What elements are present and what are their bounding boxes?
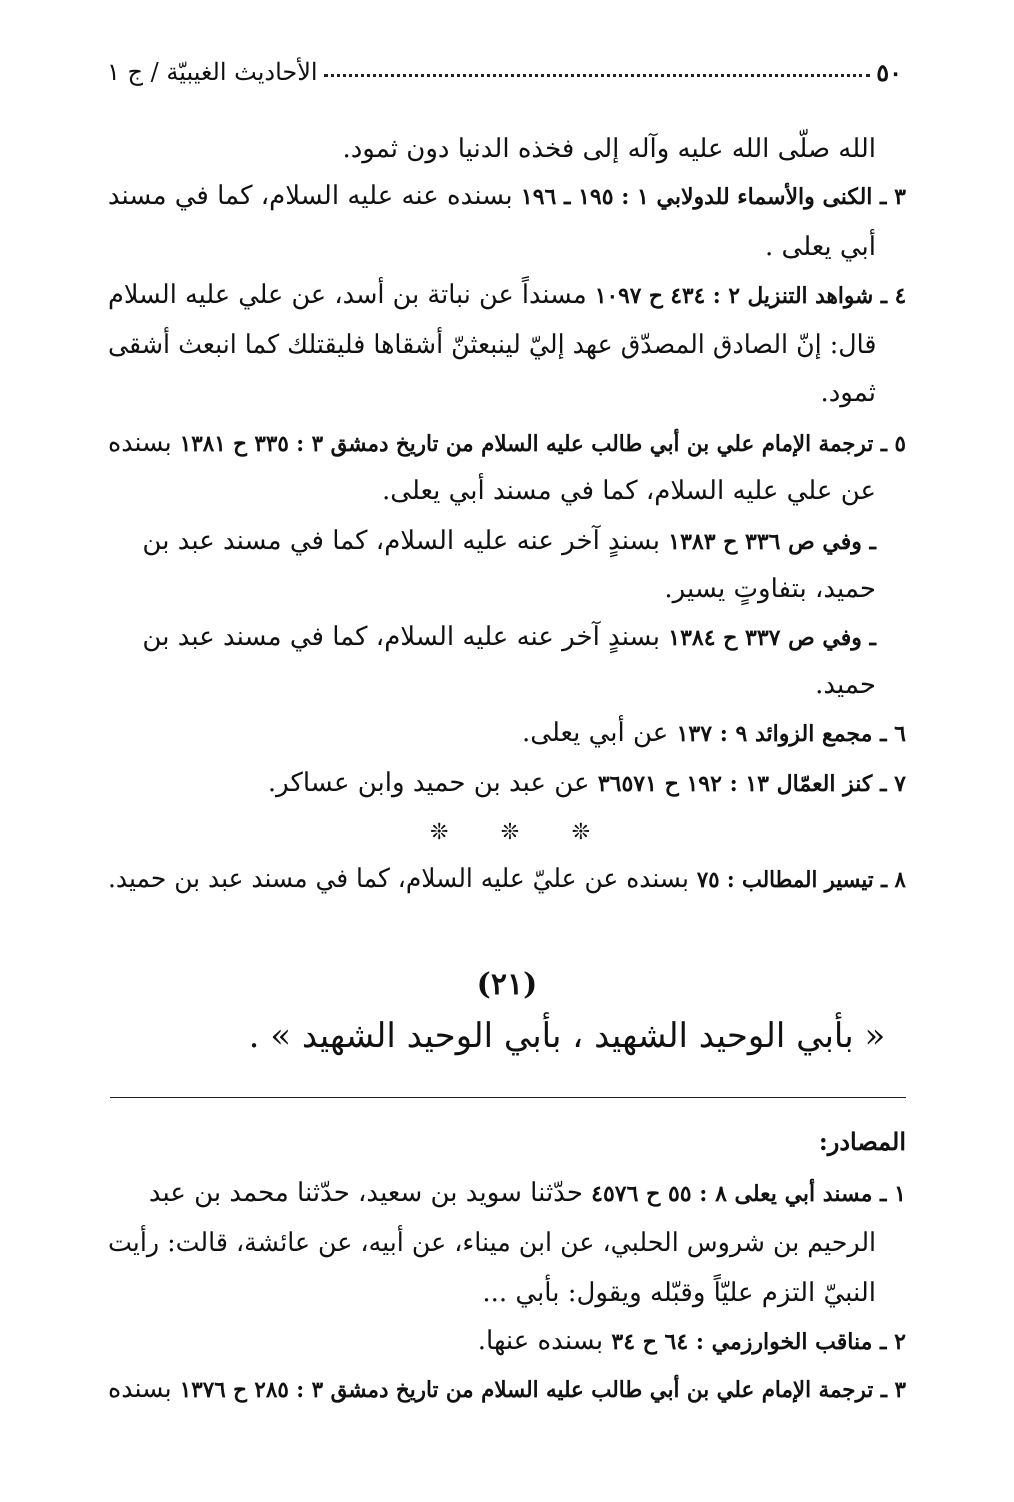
- source-item-4: [108, 282, 906, 308]
- text-line: ثمود.: [820, 378, 876, 408]
- source-text: بسنده: [108, 1374, 180, 1404]
- source-text: بسنده عن عليّ عليه السلام، كما في مسند عبد بن حميد.: [108, 864, 698, 894]
- section-title: « بأبي الوحيد الشهيد ، بأبي الوحيد الشهيد » .: [248, 1016, 886, 1056]
- page-number: ٥٠: [876, 57, 902, 87]
- star-ornament-icon: ❊: [571, 820, 590, 845]
- source-item-8: [108, 866, 906, 892]
- source-citation: ٥ ـ ترجمة الإمام علي بن أبي طالب عليه السلام من تاريخ دمشق ٣ : ٣٣٥ ح ١٣٨١: [179, 431, 906, 457]
- source-text: بسنده عنه عليه السلام، كما في مسند: [107, 181, 521, 211]
- text-line: حميد.: [815, 670, 876, 700]
- source-citation: ٦ ـ مجمع الزوائد ٩ : ١٣٧: [676, 721, 906, 747]
- source-item-3: [108, 183, 906, 209]
- text-line: النبيّ التزم عليّاً وقبّله ويقول: بأبي ...: [482, 1278, 876, 1308]
- source-citation: ٣ ـ الكنى والأسماء للدولابي ١ : ١٩٥ ـ ١٩٦: [520, 184, 906, 210]
- source-item-7: [268, 770, 906, 796]
- source-text: بسندٍ آخر عنه عليه السلام، كما في مسند عبد بن: [142, 622, 669, 652]
- source-citation: ٢ ـ مناقب الخوارزمي : ٦٤ ح ٣٤: [611, 1329, 906, 1355]
- star-ornament-icon: ❊: [500, 820, 520, 845]
- text-line: قال: إنّ الصادق المصدّق عهد إليّ لينبعثنّ أشقاها فليقتلك كما انبعث أشقى: [107, 330, 876, 360]
- star-ornament-icon: ❊: [430, 820, 449, 845]
- source-text: بسنده: [108, 428, 180, 458]
- asterism-separator: [430, 820, 590, 845]
- source-text: حدّثنا سويد بن سعيد، حدّثنا محمد بن عبد: [148, 1178, 592, 1208]
- text-line: حميد، بتفاوتٍ يسير.: [664, 574, 876, 604]
- text-line: الله صلّى الله عليه وآله إلى فخذه الدنيا دون ثمود.: [342, 134, 876, 164]
- source-text: عن أبي يعلى.: [522, 718, 677, 748]
- source-subitem: [142, 624, 876, 650]
- source-item-1: [149, 1180, 906, 1206]
- source-citation: ٣ ـ ترجمة الإمام علي بن أبي طالب عليه السلام من تاريخ دمشق ٣ : ٢٨٥ ح ١٣٧٦: [179, 1377, 906, 1403]
- source-item-5: [108, 430, 906, 456]
- source-text: مسنداً عن نباتة بن أسد، عن علي عليه السلام: [107, 280, 595, 310]
- sources-heading: المصادر:: [818, 1127, 906, 1156]
- source-item-6: [522, 720, 906, 746]
- section-divider: [110, 1097, 906, 1098]
- text-line: عن علي عليه السلام، كما في مسند أبي يعلى.: [382, 476, 876, 506]
- source-item-2: [478, 1328, 906, 1354]
- running-title: الأحاديث الغيبيّة / ج ١: [107, 58, 318, 86]
- source-text: بسنده عنها.: [477, 1326, 612, 1356]
- source-item-3b: [108, 1376, 906, 1402]
- text-line: الرحيم بن شروس الحلبي، عن ابن ميناء، عن أبيه، عن عائشة، قالت: رأيت: [107, 1228, 876, 1258]
- source-text: بسندٍ آخر عنه عليه السلام، كما في مسند عبد بن: [142, 526, 669, 556]
- source-citation: ٨ ـ تيسير المطالب : ٧٥: [697, 867, 906, 893]
- source-citation: ـ وفي ص ٣٣٧ ح ١٣٨٤: [668, 625, 876, 651]
- source-citation: ـ وفي ص ٣٣٦ ح ١٣٨٣: [668, 529, 876, 555]
- section-number: (٢١): [476, 967, 538, 1002]
- header-leader-dots: [324, 74, 871, 77]
- running-header: [107, 52, 902, 92]
- source-text: عن عبد بن حميد وابن عساكر.: [267, 768, 598, 798]
- source-citation: ٤ ـ شواهد التنزيل ٢ : ٤٣٤ ح ١٠٩٧: [594, 283, 906, 309]
- source-citation: ١ ـ مسند أبي يعلى ٨ : ٥٥ ح ٤٥٧٦: [591, 1181, 906, 1207]
- source-subitem: [142, 528, 876, 554]
- text-line: أبي يعلى .: [765, 232, 876, 262]
- source-citation: ٧ ـ كنز العمّال ١٣ : ١٩٢ ح ٣٦٥٧١: [597, 771, 906, 797]
